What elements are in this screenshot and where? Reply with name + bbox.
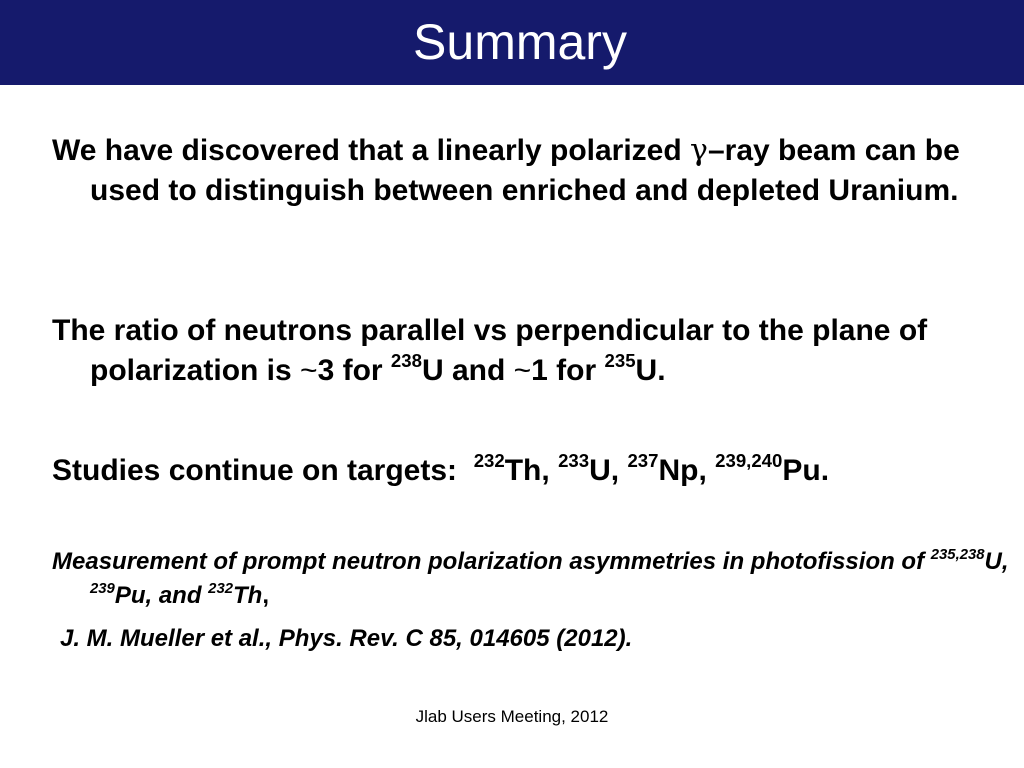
bullet-ratio-text-1: The ratio of neutrons parallel vs perpendicular to the plane of polarization is	[52, 314, 928, 387]
approx-symbol: ~	[513, 354, 532, 387]
bullet-ratio-text-3: U and	[421, 354, 514, 387]
element-pu: Pu.	[782, 454, 830, 487]
ref-comma: ,	[262, 582, 269, 609]
gamma-symbol: γ	[690, 133, 708, 168]
ref-element-u: U,	[984, 548, 1009, 575]
isotope-239-240: 239,240	[715, 450, 783, 472]
bullet-studies-text: Studies continue on targets:	[52, 454, 474, 487]
element-np: Np,	[658, 454, 716, 487]
reference-title	[52, 545, 1010, 613]
bullet-ratio-text-4: 1 for	[531, 354, 605, 387]
approx-symbol: ~	[300, 354, 318, 387]
ref-isotope-239: 239	[90, 580, 115, 597]
reference-citation: J. M. Mueller et al., Phys. Rev. C 85, 014605 (2012).	[60, 625, 633, 652]
ref-isotope-235-238: 235,238	[930, 546, 985, 563]
isotope-237: 237	[627, 450, 659, 472]
bullet-ratio-text-2: 3 for	[317, 354, 391, 387]
element-u: U,	[589, 454, 628, 487]
ref-element-pu: Pu, and	[114, 582, 209, 609]
isotope-235: 235	[604, 350, 636, 372]
bullet-discovery	[52, 131, 1010, 211]
bullet-discovery-text-1: We have discovered that a linearly polarized	[52, 134, 691, 167]
slide-footer: Jlab Users Meeting, 2012	[415, 707, 609, 726]
slide-title: Summary	[413, 14, 627, 70]
isotope-233: 233	[558, 450, 590, 472]
bullet-discovery-text-2: –ray beam can be used to distinguish between enriched and depleted Uranium.	[90, 134, 960, 207]
ref-isotope-232: 232	[208, 580, 233, 597]
reference-title-text: Measurement of prompt neutron polarization asymmetries in photofission of	[52, 548, 931, 575]
bullet-studies	[52, 451, 1010, 491]
isotope-238: 238	[390, 350, 422, 372]
bullet-ratio	[52, 311, 1010, 391]
element-th: Th,	[504, 454, 559, 487]
bullet-ratio-text-5: U.	[635, 354, 666, 387]
ref-element-th: Th	[233, 582, 263, 609]
isotope-232: 232	[473, 450, 505, 472]
